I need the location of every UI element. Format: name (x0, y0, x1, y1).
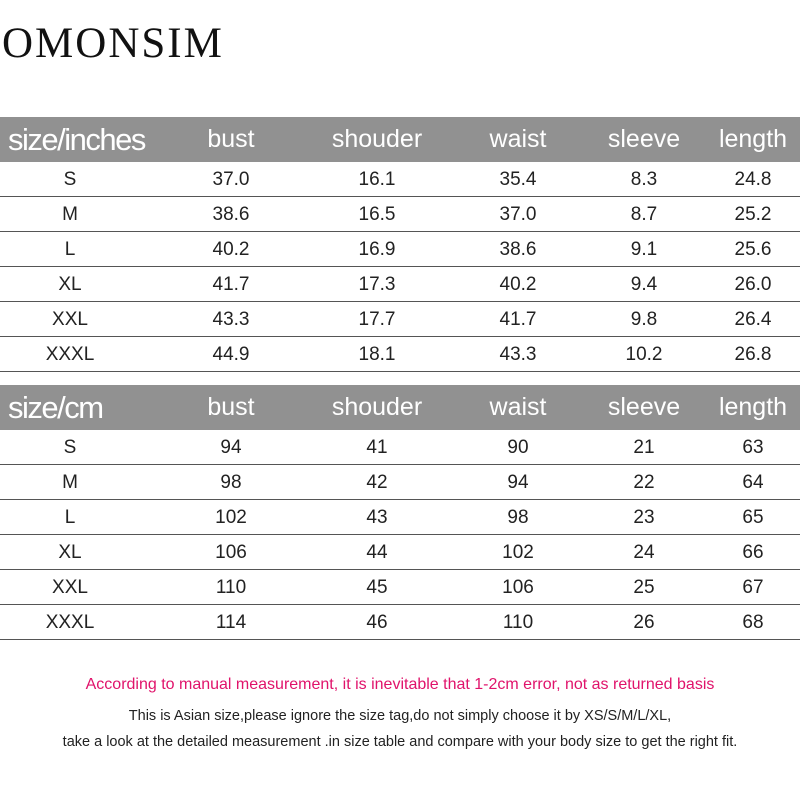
cell-sleeve: 10.2 (625, 344, 663, 365)
cell-length: 25.2 (734, 204, 772, 225)
header-cell-sleeve: sleeve (607, 125, 681, 153)
table-row (0, 162, 800, 197)
cell-shoulder: 45 (366, 577, 388, 598)
cell-waist: 35.4 (499, 169, 537, 190)
cell-waist: 37.0 (499, 204, 537, 225)
cell-shoulder: 44 (366, 542, 388, 563)
table-row (0, 267, 800, 302)
cell-bust: 114 (215, 612, 247, 633)
cell-waist: 110 (502, 612, 534, 633)
cell-length: 66 (742, 542, 764, 563)
measurement-warning: According to manual measurement, it is inevitable that 1-2cm error, not as returned basis (85, 676, 715, 693)
cell-size: M (62, 204, 78, 225)
cell-size: L (64, 239, 76, 260)
brand-logo: OMONSIM (2, 20, 224, 67)
header-cell-bust: bust (207, 393, 255, 421)
cell-shoulder: 16.9 (358, 239, 396, 260)
cell-sleeve: 8.3 (630, 169, 658, 190)
table-row (0, 337, 800, 372)
cell-size: L (64, 507, 76, 528)
table-row (0, 465, 800, 500)
size-note-line-2: take a look at the detailed measurement .in size table and compare with your body size to get the right fit. (62, 734, 738, 750)
cell-shoulder: 16.1 (358, 169, 396, 190)
cell-length: 26.8 (734, 344, 772, 365)
cell-length: 26.4 (734, 309, 772, 330)
table-row (0, 430, 800, 465)
header-cell-bust: bust (207, 125, 255, 153)
header-cell-length: length (718, 393, 788, 421)
table-header (0, 385, 800, 430)
header-cell-waist: waist (489, 125, 547, 153)
table-header (0, 117, 800, 162)
header-cell-length: length (718, 125, 788, 153)
cell-waist: 40.2 (499, 274, 537, 295)
cell-bust: 43.3 (212, 309, 250, 330)
cell-length: 26.0 (734, 274, 772, 295)
cell-bust: 98 (220, 472, 242, 493)
cell-size: XXXL (45, 344, 95, 365)
header-cell-shoulder: shouder (331, 125, 423, 153)
cell-size: M (62, 472, 78, 493)
size-table-inches (0, 117, 800, 372)
cell-bust: 37.0 (212, 169, 250, 190)
table-row (0, 535, 800, 570)
cell-size: S (63, 437, 77, 458)
cell-shoulder: 46 (366, 612, 388, 633)
cell-length: 67 (742, 577, 764, 598)
cell-waist: 41.7 (499, 309, 537, 330)
cell-waist: 38.6 (499, 239, 537, 260)
cell-sleeve: 21 (633, 437, 655, 458)
cell-shoulder: 41 (366, 437, 388, 458)
cell-bust: 40.2 (212, 239, 250, 260)
cell-waist: 98 (507, 507, 529, 528)
cell-size: XXL (52, 577, 88, 598)
table-body (0, 162, 800, 372)
cell-waist: 90 (507, 437, 529, 458)
cell-waist: 94 (507, 472, 529, 493)
cell-bust: 102 (215, 507, 247, 528)
cell-waist: 43.3 (499, 344, 537, 365)
cell-sleeve: 24 (633, 542, 655, 563)
cell-sleeve: 8.7 (630, 204, 658, 225)
cell-shoulder: 42 (366, 472, 388, 493)
cell-bust: 94 (220, 437, 242, 458)
size-table-cm (0, 385, 800, 640)
header-cell-size: size/cm (8, 390, 103, 425)
table-row (0, 500, 800, 535)
cell-shoulder: 17.7 (358, 309, 396, 330)
cell-sleeve: 23 (633, 507, 655, 528)
cell-shoulder: 43 (366, 507, 388, 528)
cell-size: XL (58, 274, 82, 295)
cell-bust: 41.7 (212, 274, 250, 295)
cell-length: 63 (742, 437, 764, 458)
cell-length: 65 (742, 507, 764, 528)
header-cell-sleeve: sleeve (607, 393, 681, 421)
cell-size: XXL (52, 309, 88, 330)
cell-sleeve: 25 (633, 577, 655, 598)
cell-shoulder: 16.5 (358, 204, 396, 225)
table-row (0, 197, 800, 232)
cell-bust: 110 (215, 577, 247, 598)
cell-length: 64 (742, 472, 764, 493)
cell-length: 25.6 (734, 239, 772, 260)
cell-shoulder: 18.1 (358, 344, 396, 365)
cell-sleeve: 26 (633, 612, 655, 633)
cell-shoulder: 17.3 (358, 274, 396, 295)
table-row (0, 232, 800, 267)
cell-sleeve: 9.8 (630, 309, 658, 330)
cell-length: 68 (742, 612, 764, 633)
cell-waist: 106 (502, 577, 534, 598)
cell-sleeve: 9.1 (630, 239, 658, 260)
cell-size: XL (58, 542, 82, 563)
cell-sleeve: 9.4 (630, 274, 658, 295)
table-row (0, 302, 800, 337)
table-row (0, 605, 800, 640)
header-cell-waist: waist (489, 393, 547, 421)
table-body (0, 430, 800, 640)
cell-size: S (63, 169, 77, 190)
cell-bust: 106 (215, 542, 247, 563)
header-cell-shoulder: shouder (331, 393, 423, 421)
cell-length: 24.8 (734, 169, 772, 190)
cell-size: XXXL (45, 612, 95, 633)
table-row (0, 570, 800, 605)
cell-sleeve: 22 (633, 472, 655, 493)
size-note-line-1: This is Asian size,please ignore the size tag,do not simply choose it by XS/S/M/L/XL, (128, 708, 672, 724)
cell-waist: 102 (502, 542, 534, 563)
cell-bust: 44.9 (212, 344, 250, 365)
header-cell-size: size/inches (8, 122, 145, 157)
cell-bust: 38.6 (212, 204, 250, 225)
